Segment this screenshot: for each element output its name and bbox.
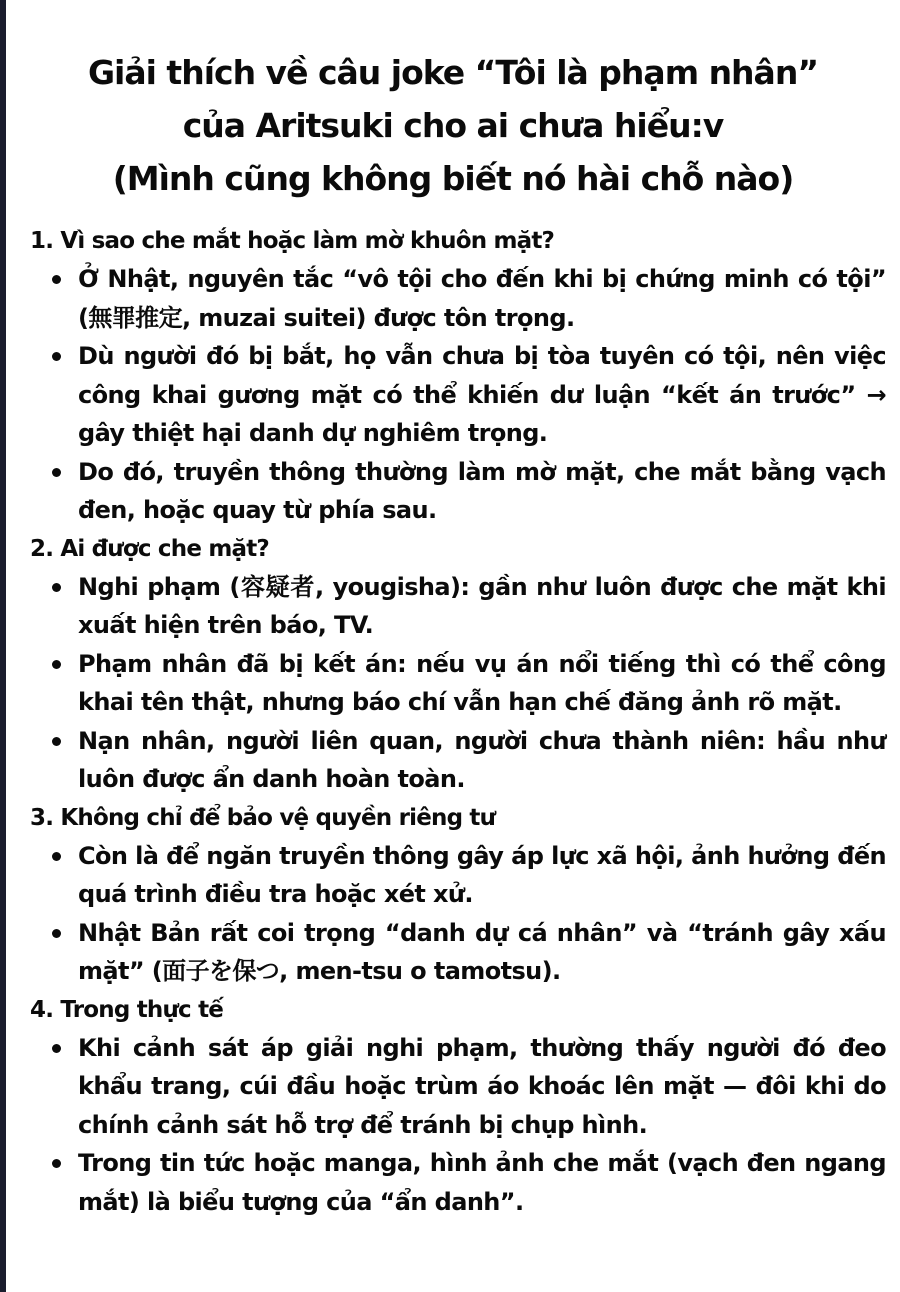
bullet-icon — [52, 929, 61, 938]
bullet-text: Còn là để ngăn truyền thông gây áp lực xã hội, ảnh hưởng đến quá trình điều tra hoặc xét xử. — [78, 841, 886, 908]
bullet-icon — [52, 583, 61, 592]
bullet-item — [30, 260, 886, 337]
bullet-text: Dù người đó bị bắt, họ vẫn chưa bị tòa tuyên có tội, nên việc công khai gương mặt có thể khiến dư luận “kết án trước” → gây thiệt hại danh dự nghiêm trọng. — [78, 342, 886, 447]
bullet-list — [30, 837, 886, 991]
bullet-list — [30, 568, 886, 799]
bullet-text: Nghi phạm (容疑者, yougisha): gần như luôn được che mặt khi xuất hiện trên báo, TV. — [78, 572, 886, 639]
bullet-item — [30, 914, 886, 991]
section-heading: 3. Không chỉ để bảo vệ quyền riêng tư — [30, 804, 496, 831]
bullet-text: Nạn nhân, người liên quan, người chưa thành niên: hầu như luôn được ẩn danh hoàn toàn. — [78, 726, 886, 793]
bullet-icon — [52, 1044, 61, 1053]
document-body — [30, 222, 886, 1221]
bullet-text: Khi cảnh sát áp giải nghi phạm, thường thấy người đó đeo khẩu trang, cúi đầu hoặc trùm áo khoác lên mặt — đôi khi do chính cảnh sát hỗ trợ để tránh bị chụp hình. — [78, 1033, 886, 1139]
bullet-list — [30, 1029, 886, 1222]
document-title — [26, 46, 880, 205]
document-page — [6, 0, 900, 1292]
section-heading: 4. Trong thực tế — [30, 996, 224, 1023]
bullet-list — [30, 260, 886, 530]
section-who-is-covered — [30, 530, 886, 799]
bullet-item — [30, 453, 886, 530]
bullet-icon — [52, 1159, 61, 1168]
section-heading: 2. Ai được che mặt? — [30, 535, 269, 562]
bullet-icon — [52, 852, 61, 861]
bullet-icon — [52, 660, 61, 669]
bullet-item — [30, 1144, 886, 1221]
section-why-cover-face — [30, 222, 886, 530]
bullet-icon — [52, 352, 61, 361]
bullet-text: Phạm nhân đã bị kết án: nếu vụ án nổi tiếng thì có thể công khai tên thật, nhưng báo chí vẫn hạn chế đăng ảnh rõ mặt. — [78, 649, 886, 716]
bullet-item — [30, 645, 886, 722]
bullet-item — [30, 722, 886, 799]
bullet-text: Ở Nhật, nguyên tắc “vô tội cho đến khi bị chứng minh có tội” (無罪推定, muzai suitei) được tôn trọng. — [78, 265, 886, 332]
section-heading: 1. Vì sao che mắt hoặc làm mờ khuôn mặt? — [30, 228, 555, 254]
bullet-item — [30, 337, 886, 453]
bullet-item — [30, 1029, 886, 1145]
title-line-3: (Mình cũng không biết nó hài chỗ nào) — [112, 159, 794, 198]
title-line-1: Giải thích về câu joke “Tôi là phạm nhân” — [87, 53, 819, 92]
section-not-only-privacy — [30, 799, 886, 991]
bullet-text: Trong tin tức hoặc manga, hình ảnh che mắt (vạch đen ngang mắt) là biểu tượng của “ẩn danh”. — [78, 1149, 886, 1216]
bullet-item — [30, 837, 886, 914]
bullet-icon — [52, 468, 61, 477]
title-line-2: của Aritsuki cho ai chưa hiểu:v — [182, 106, 724, 145]
bullet-icon — [52, 275, 61, 284]
bullet-text: Nhật Bản rất coi trọng “danh dự cá nhân” và “tránh gây xấu mặt” (面子を保つ, men-tsu o tamotsu). — [78, 918, 886, 985]
bullet-item — [30, 568, 886, 645]
section-in-practice — [30, 991, 886, 1222]
bullet-text: Do đó, truyền thông thường làm mờ mặt, che mắt bằng vạch đen, hoặc quay từ phía sau. — [78, 457, 886, 524]
bullet-icon — [52, 737, 61, 746]
